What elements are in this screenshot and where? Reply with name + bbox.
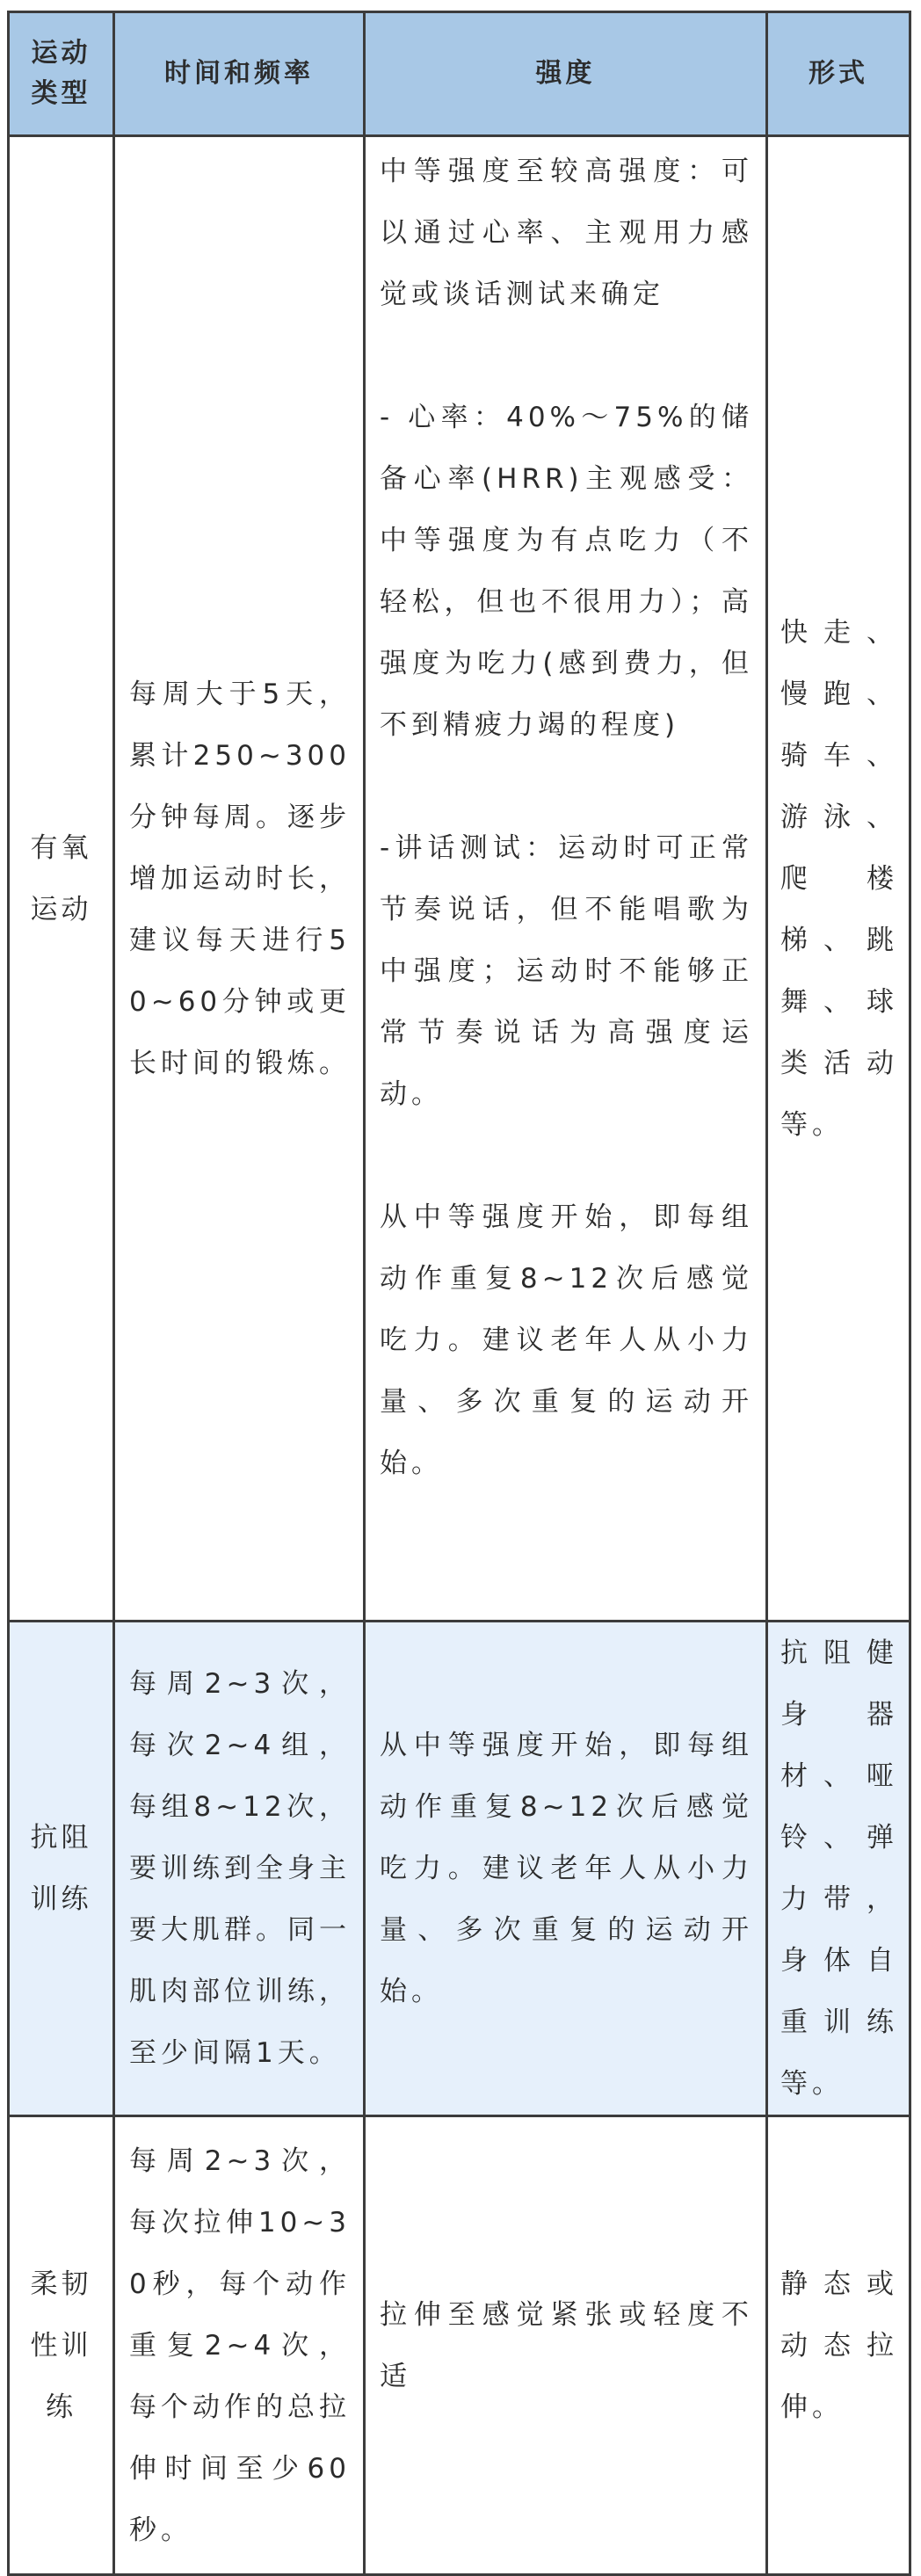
exercise-type-label: 抗阻训练 [30, 1822, 92, 1915]
row-aerobic-intensity [365, 136, 767, 1622]
form-text: 快走、慢跑、骑车、游泳、爬楼梯、跳舞、球类活动等。 [780, 616, 898, 1141]
exercise-type-label: 有氧运动 [30, 831, 92, 925]
time-frequency-text: 每周2~3次，每次2~4组，每组8~12次，要训练到全身主要大肌群。同一肌肉部位训练，至少间隔1天。 [129, 1668, 351, 2069]
intensity-paragraph: 从中等强度开始，即每组动作重复8~12次后感觉吃力。建议老年人从小力量、多次重复的运动开始。 [380, 1730, 753, 2007]
table-row [9, 136, 910, 1622]
row-flexibility-form [767, 2116, 910, 2575]
exercise-table [7, 11, 911, 2576]
row-aerobic-form [767, 136, 910, 1622]
row-resistance-form [767, 1622, 910, 2116]
intensity-paragraph: -讲话测试：运动时可正常节奏说话，但不能唱歌为中强度；运动时不能够正常节奏说话为高强度运动。 [380, 832, 753, 1110]
intensity-paragraph: 拉伸至感觉紧张或轻度不适 [380, 2298, 753, 2392]
table-row [9, 2116, 910, 2575]
header-form: 形式 [767, 12, 910, 136]
exercise-type-label: 柔韧性训练 [30, 2268, 92, 2423]
form-text: 静态或动态拉伸。 [780, 2268, 898, 2423]
row-flexibility-intensity [365, 2116, 767, 2575]
header-intensity: 强度 [365, 12, 767, 136]
table-header-row [9, 12, 910, 136]
row-resistance-time-frequency [114, 1622, 365, 2116]
header-time-frequency: 时间和频率 [114, 12, 365, 136]
row-resistance-type [9, 1622, 114, 2116]
row-flexibility-time-frequency [114, 2116, 365, 2575]
time-frequency-text: 每周2~3次，每次拉伸10~30秒，每个动作重复2~4次，每个动作的总拉伸时间至少60秒。 [129, 2144, 351, 2546]
row-resistance-intensity [365, 1622, 767, 2116]
intensity-paragraph: - 心率：40%～75%的储备心率(HRR)主观感受：中等强度为有点吃力（不轻松，但也不很用力）；高强度为吃力(感到费力，但不到精疲力竭的程度) [380, 402, 753, 741]
header-type: 运动类型 [9, 12, 114, 136]
form-text: 抗阻健身器材、哑铃、弹力带，身体自重训练等。 [780, 1637, 898, 2100]
intensity-paragraph: 从中等强度开始，即每组动作重复8~12次后感觉吃力。建议老年人从小力量、多次重复的运动开始。 [380, 1201, 753, 1479]
row-aerobic-time-frequency [114, 136, 365, 1622]
row-aerobic-type [9, 136, 114, 1622]
row-flexibility-type [9, 2116, 114, 2575]
time-frequency-text: 每周大于5天，累计250~300分钟每周。逐步增加运动时长，建议每天进行50~60分钟或更长时间的锻炼。 [129, 678, 351, 1079]
table-row [9, 1622, 910, 2116]
intensity-paragraph: 中等强度至较高强度：可以通过心率、主观用力感觉或谈话测试来确定 [380, 156, 753, 310]
